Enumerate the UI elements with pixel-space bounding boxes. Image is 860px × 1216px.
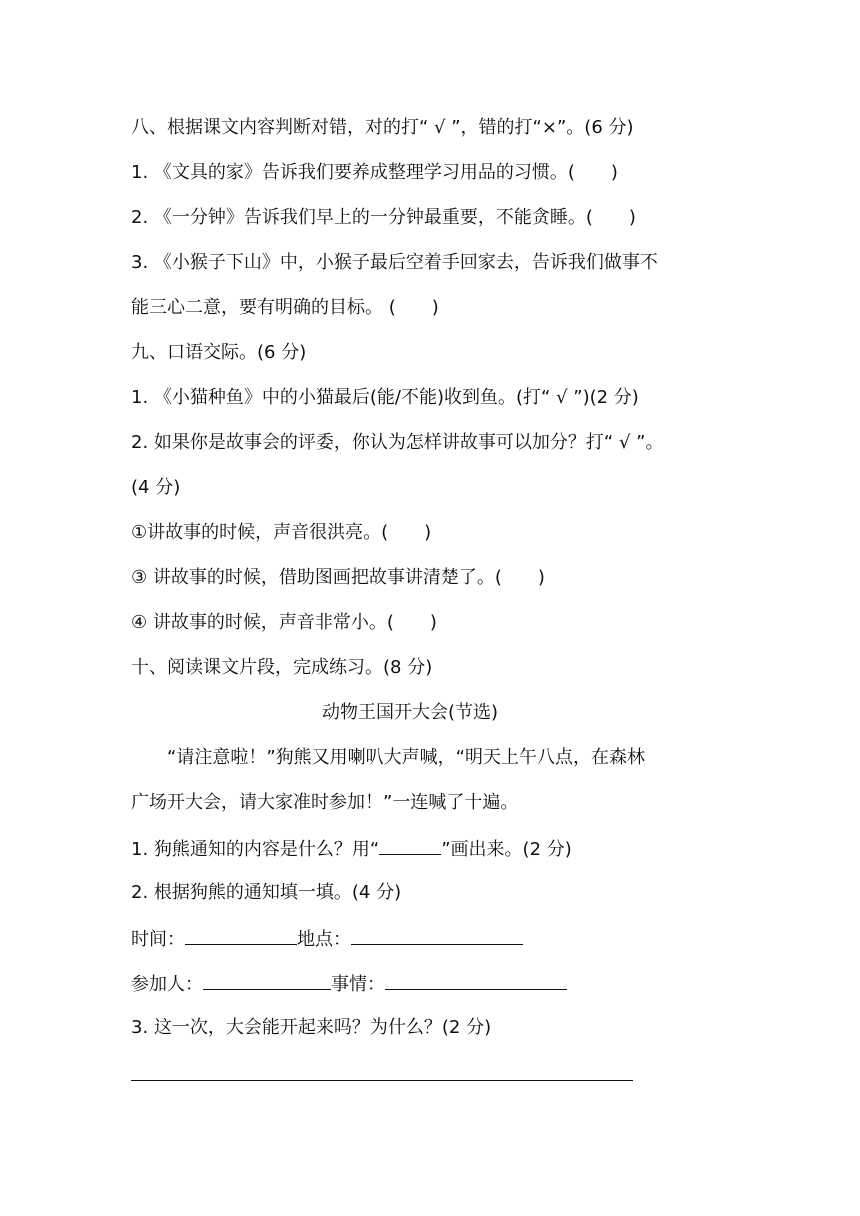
section9-question-1: 1. 《小猫种鱼》中的小猫最后(能/不能)收到鱼。(打“ √ ”)(2 分): [131, 387, 639, 408]
section10-question-1: 1. 狗熊通知的内容是什么？用“ ”画出来。(2 分): [131, 836, 741, 862]
section8-question-2: 2. 《一分钟》告诉我们早上的一分钟最重要，不能贪睡。( ): [131, 207, 636, 228]
answer-row: [131, 1062, 741, 1088]
section10-question-3: 3. 这一次，大会能开起来吗？为什么？(2 分): [131, 1017, 492, 1038]
people-answer-line[interactable]: [203, 971, 331, 990]
passage-line-2: 广场开大会，请大家准时参加！”一连喊了十遍。: [131, 792, 519, 813]
underline-sample: [379, 836, 441, 855]
section8-title: 八、根据课文内容判断对错，对的打“ √ ”，错的打“×”。(6 分): [131, 117, 634, 138]
section9-title: 九、口语交际。(6 分): [131, 342, 307, 363]
section9-option-1: ①讲故事的时候，声音很洪亮。( ): [131, 522, 432, 543]
final-answer-line[interactable]: [131, 1062, 633, 1081]
section9-question-2-line2: (4 分): [131, 477, 181, 498]
section9-option-3: ③ 讲故事的时候，借助图画把故事讲清楚了。( ): [131, 567, 545, 588]
passage-line-1: “请注意啦！”狗熊又用喇叭大声喊，“明天上午八点，在森林: [167, 747, 645, 768]
fill-row-people-event: 参加人： 事情：: [131, 971, 741, 997]
section10-title: 十、阅读课文片段，完成练习。(8 分): [131, 657, 433, 678]
section8-question-1: 1. 《文具的家》告诉我们要养成整理学习用品的习惯。( ): [131, 162, 618, 183]
section8-question-3-line2: 能三心二意，要有明确的目标。 ( ): [131, 297, 439, 318]
event-answer-line[interactable]: [385, 971, 567, 990]
section8-question-3-line1: 3. 《小猴子下山》中，小猴子最后空着手回家去，告诉我们做事不: [131, 252, 658, 273]
section10-question-2: 2. 根据狗熊的通知填一填。(4 分): [131, 882, 402, 903]
section9-question-2-line1: 2. 如果你是故事会的评委，你认为怎样讲故事可以加分？打“ √ ”。: [131, 432, 664, 453]
fill-row-time-place: 时间： 地点：: [131, 926, 741, 952]
place-answer-line[interactable]: [351, 926, 523, 945]
time-answer-line[interactable]: [185, 926, 297, 945]
section9-option-4: ④ 讲故事的时候，声音非常小。( ): [131, 612, 437, 633]
passage-title: 动物王国开大会(节选): [321, 702, 499, 723]
